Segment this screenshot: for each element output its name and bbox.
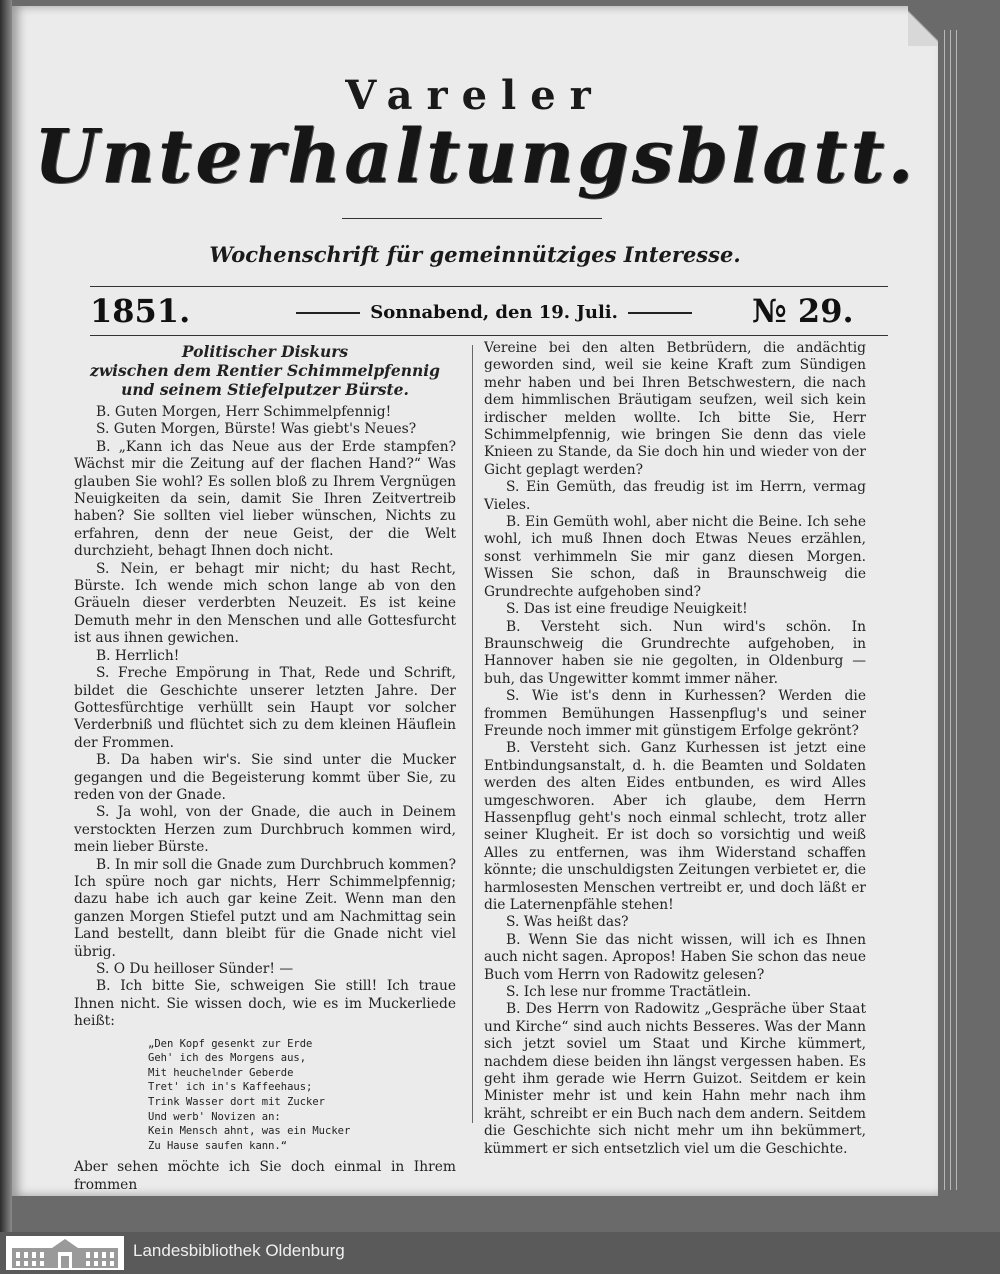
page-edge: [956, 30, 957, 1190]
paragraph: Aber sehen möchte ich Sie doch einmal in Ihrem frommen: [74, 1159, 456, 1193]
poem-line: „Den Kopf gesenkt zur Erde: [148, 1037, 313, 1050]
issue-date: Sonnabend, den 19. Juli.: [370, 302, 618, 323]
paragraph: S. Das ist eine freudige Neuigkeit!: [506, 601, 748, 618]
paragraph: B. Des Herrn von Radowitz „Gespräche über Staat und Kirche“ sind auch nichts Besseres. Was der Mann sich jetzt soviel um Staat und Kirche kümmert, nachdem diese beiden ihn längst vergessen haben. Es geht ihm gerade wie Herrn Guizot. Seitdem er kein Minister mehr ist und kein Hahn mehr nach ihm kräht, schreibt er ein Buch nach dem andern. Seitdem die Geschichte sich nicht mehr um ihn bekümmert, kümmert er sich entsetzlich viel um die Geschichte.: [484, 1001, 866, 1157]
article-title-line: zwischen dem Rentier Schimmelpfennig: [90, 361, 440, 380]
left-column: [74, 340, 456, 1193]
paragraph: S. Guten Morgen, Bürste! Was giebt's Neues?: [96, 421, 417, 438]
divider: [90, 286, 888, 287]
library-footer: [0, 1232, 1000, 1274]
paragraph: S. Ich lese nur fromme Tractätlein.: [506, 984, 752, 1001]
paragraph: S. Wie ist's denn in Kurhessen? Werden die frommen Bemühungen Hassenpflug's und seiner Freunde noch immer mit günstigem Erfolge gekrönt?: [484, 688, 866, 739]
right-column: [484, 340, 866, 1157]
poem-line: Mit heuchelnder Geberde: [148, 1066, 294, 1079]
library-building-icon: [6, 1236, 124, 1270]
paragraph: B. Ich bitte Sie, schweigen Sie still! Ich traue Ihnen nicht. Sie wissen doch, wie es im Muckerliede heißt:: [74, 978, 456, 1030]
article-title-line: Politischer Diskurs: [181, 342, 349, 361]
poem-line: Trink Wasser dort mit Zucker: [148, 1096, 326, 1108]
page-edge: [944, 30, 945, 1190]
divider: [90, 335, 888, 336]
paragraph: B. Da haben wir's. Sie sind unter die Mucker gegangen und die Begeisterung kommt über Sie, zu reden von der Gnade.: [74, 752, 456, 803]
paragraph: S. Ein Gemüth, das freudig ist im Herrn, vermag Vieles.: [484, 479, 866, 513]
paragraph: B. In mir soll die Gnade zum Durchbruch kommen? Ich spüre noch gar nichts, Herr Schimmelpfennig; dazu habe ich auch gar keine Zeit. Wenn man den ganzen Morgen Stiefel putzt und am Nachmittag sein Land bestellt, dann bleibt für die Gnade nicht viel übrig.: [74, 856, 456, 960]
masthead-title: Unterhaltungsblatt.: [33, 114, 917, 200]
ornament-rule: [296, 312, 360, 314]
paragraph: S. O Du heilloser Sünder! —: [96, 961, 294, 977]
paragraph: B. „Kann ich das Neue aus der Erde stampfen? Wächst mir die Zeitung auf der flachen Hand?“ Was glauben Sie wohl? Es sollen bloß zu Ihrem Vergnügen Neuigkeiten da sein, damit Sie Ihren Zeitvertreib haben? Sie sollten viel lieber wünschen, Nichts zu erfahren, denn der neue Geist, der die Welt durchzieht, behagt Ihnen doch nicht.: [74, 438, 456, 560]
paragraph: B. Wenn Sie das nicht wissen, will ich es Ihnen auch nicht sagen. Apropos! Haben Sie schon das neue Buch vom Herrn von Radowitz gelesen?: [484, 931, 866, 983]
poem-line: Kein Mensch ahnt, was ein Mucker: [148, 1125, 351, 1138]
paragraph: S. Ja wohl, von der Gnade, die auch in Deinem verstockten Herzen zum Durchbruch kommen wird, mein lieber Bürste.: [74, 804, 456, 856]
poem: [148, 1037, 456, 1154]
poem-line: Und werb' Novizen an:: [148, 1110, 281, 1123]
divider: [342, 218, 602, 219]
paragraph: S. Freche Empörung in That, Rede und Schrift, bildet die Geschichte unserer letzten Jahre. Der Gottesfürchtige verhüllt sein Haupt vor solcher Verderbniß und flüchtet sich zu dem kleinen Häuflein der Frommen.: [74, 665, 456, 751]
masthead-pre-title: Vareler: [345, 72, 605, 119]
article-title: [74, 342, 456, 399]
paragraph: B. Versteht sich. Nun wird's schön. In Braunschweig die Grundrechte aufgehoben, in Hannover haben sie nie gegolten, in Oldenburg — buh, das Ungewitter kommt immer näher.: [484, 618, 866, 687]
poem-line: Geh' ich des Morgens aus,: [148, 1052, 307, 1065]
book-binding: [0, 0, 12, 1232]
paragraph: S. Was heißt das?: [506, 914, 629, 931]
page-corner: [908, 6, 938, 46]
issue-number: № 29.: [752, 292, 854, 330]
issue-date-line: [292, 302, 696, 323]
paragraph: B. Herrlich!: [96, 647, 180, 664]
paragraph: B. Guten Morgen, Herr Schimmelpfennig!: [96, 404, 392, 420]
paragraph: Vereine bei den alten Betbrüdern, die andächtig geworden sind, weil sie keine Kraft zum Sündigen mehr haben und bei Ihren Betschwestern, die nach dem himmlischen Bräutigam seufzen, weil sich kein irdischer melden wollte. Ich bitte Sie, Herr Schimmelpfennig, wie bringen Sie denn das viele Knieen zu Stande, da Sie doch hin und wieder von der Gicht geplagt werden?: [484, 340, 866, 478]
article-title-line: und seinem Stiefelputzer Bürste.: [121, 380, 409, 399]
library-name: Landesbibliothek Oldenburg: [133, 1241, 345, 1260]
paragraph: S. Nein, er behagt mir nicht; du hast Recht, Bürste. Ich wende mich schon lange ab von den Gräueln dieser verderbten Neuzeit. Es ist keine Demuth mehr in den Menschen und alle Gottesfurcht ist aus ihnen gewichen.: [74, 560, 456, 647]
masthead-subtitle: Wochenschrift für gemeinnütziges Interesse.: [209, 242, 741, 267]
poem-line: Zu Hause saufen kann.“: [148, 1139, 288, 1152]
column-divider: [472, 345, 473, 1123]
ornament-rule: [628, 312, 692, 314]
poem-line: Tret' ich in's Kaffeehaus;: [148, 1081, 313, 1094]
page-edge: [950, 30, 951, 1190]
issue-year: 1851.: [90, 292, 191, 330]
paragraph: B. Ein Gemüth wohl, aber nicht die Beine. Ich sehe wohl, ich muß Ihnen doch Etwas Neues erzählen, sonst verhimmeln Sie mir ganz diesen Morgen. Wissen Sie schon, daß in Braunschweig die Grundrechte aufgehoben sind?: [484, 514, 866, 600]
paragraph: B. Versteht sich. Ganz Kurhessen ist jetzt eine Entbindungsanstalt, d. h. die Beamten und Soldaten werden des alten Eides entbunden, es wird Alles umgeschworen. Aber ich glaube, dem Herrn Hassenpflug geht's noch einmal schlecht, trotz aller seiner Klugheit. Er ist doch so vorsichtig und weiß Alles zu entfernen, was ihm Widerstand schaffen könnte; die unschuldigsten Zeitungen verbietet er, die harmlosesten Menschen vertreibt er, und doch läßt er die Laternenpfähle stehen!: [484, 740, 866, 913]
